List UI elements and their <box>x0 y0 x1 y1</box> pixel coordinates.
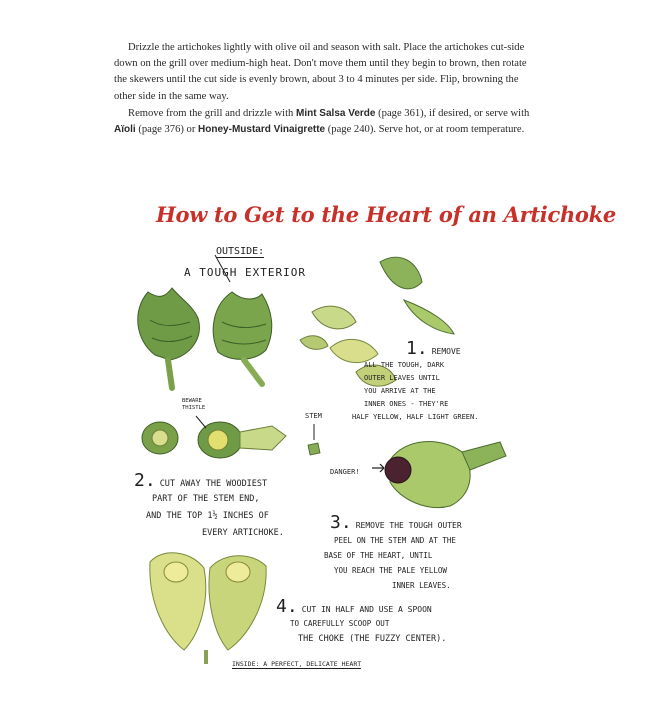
step-3 <box>324 512 462 593</box>
halved-artichoke-heart-icon <box>150 553 266 664</box>
step-1-line-6: HALF YELLOW, HALF LIGHT GREEN. <box>352 413 479 421</box>
step-2-line-4: EVERY ARTICHOKE. <box>202 528 284 538</box>
step-4-line-1: CUT IN HALF AND USE A SPOON <box>301 605 432 614</box>
serving-text-2: (page 361), if desired, or serve with <box>375 107 530 119</box>
serving-text-4: (page 240). Serve hot, or at room temperature. <box>325 124 525 136</box>
link-aioli: Aïoli <box>114 124 136 136</box>
paragraph-grill-instructions: Drizzle the artichokes lightly with olive oil and season with salt. Place the artichokes cut-side down on the grill over medium-high heat. Don't move them until they begin to brown, then rotate the skewers until the cut side is evenly brown, about 3 to 4 minutes per side. Flip, browning the other side in the same way. <box>114 42 527 102</box>
step-1-line-2: ALL THE TOUGH, DARK <box>364 361 445 369</box>
step-1-line-4: YOU ARRIVE AT THE <box>364 387 436 395</box>
step-4-line-3: THE CHOKE (THE FUZZY CENTER). <box>298 634 447 644</box>
inside-label: INSIDE: A PERFECT, DELICATE HEART <box>232 660 362 668</box>
artichoke-heart-with-choke-icon <box>372 442 506 508</box>
step-3-line-3: BASE OF THE HEART, UNTIL <box>324 551 433 560</box>
step-2-line-1: CUT AWAY THE WOODIEST <box>159 479 268 489</box>
step-3-line-1: REMOVE THE TOUGH OUTER <box>355 521 462 530</box>
step-4-line-2: TO CAREFULLY SCOOP OUT <box>290 619 390 628</box>
step-2 <box>134 470 284 542</box>
step-1-line-1: REMOVE <box>431 347 461 356</box>
whole-artichoke-left-icon <box>138 288 200 388</box>
step-3-line-2: PEEL ON THE STEM AND AT THE <box>334 536 456 545</box>
step-4 <box>276 596 447 647</box>
step-2-number: 2. <box>134 470 156 491</box>
step-2-line-3: AND THE TOP 1½ INCHES OF <box>146 511 269 521</box>
step-1-line-5: INNER ONES - THEY'RE <box>364 400 449 408</box>
step-1-number: 1. <box>406 338 428 359</box>
step-1-line-3: OUTER LEAVES UNTIL <box>364 374 440 382</box>
danger-label: DANGER! <box>330 468 360 476</box>
link-honey-mustard-vinaigrette: Honey-Mustard Vinaigrette <box>198 124 326 136</box>
link-mint-salsa-verde: Mint Salsa Verde <box>295 107 376 119</box>
stem-label: STEM <box>305 412 322 420</box>
serving-text-3: (page 376) or <box>135 124 199 136</box>
step-2-line-2: PART OF THE STEM END, <box>152 494 260 504</box>
step-3-line-5: INNER LEAVES. <box>392 581 451 590</box>
outside-label: OUTSIDE: <box>216 246 265 257</box>
step-3-line-4: YOU REACH THE PALE YELLOW <box>334 566 447 575</box>
step-4-number: 4. <box>276 596 298 617</box>
outside-description: A TOUGH EXTERIOR <box>184 266 306 279</box>
step-3-number: 3. <box>330 512 352 533</box>
illustration-title: How to Get to the Heart of an Artichoke <box>156 202 616 227</box>
beware-thistle-label: BEWARE THISTLE <box>182 398 206 411</box>
serving-text-1: Remove from the grill and drizzle with <box>128 107 296 119</box>
whole-artichoke-right-icon <box>213 292 272 384</box>
cut-artichoke-row-icon <box>142 422 320 458</box>
step-1 <box>352 338 478 424</box>
